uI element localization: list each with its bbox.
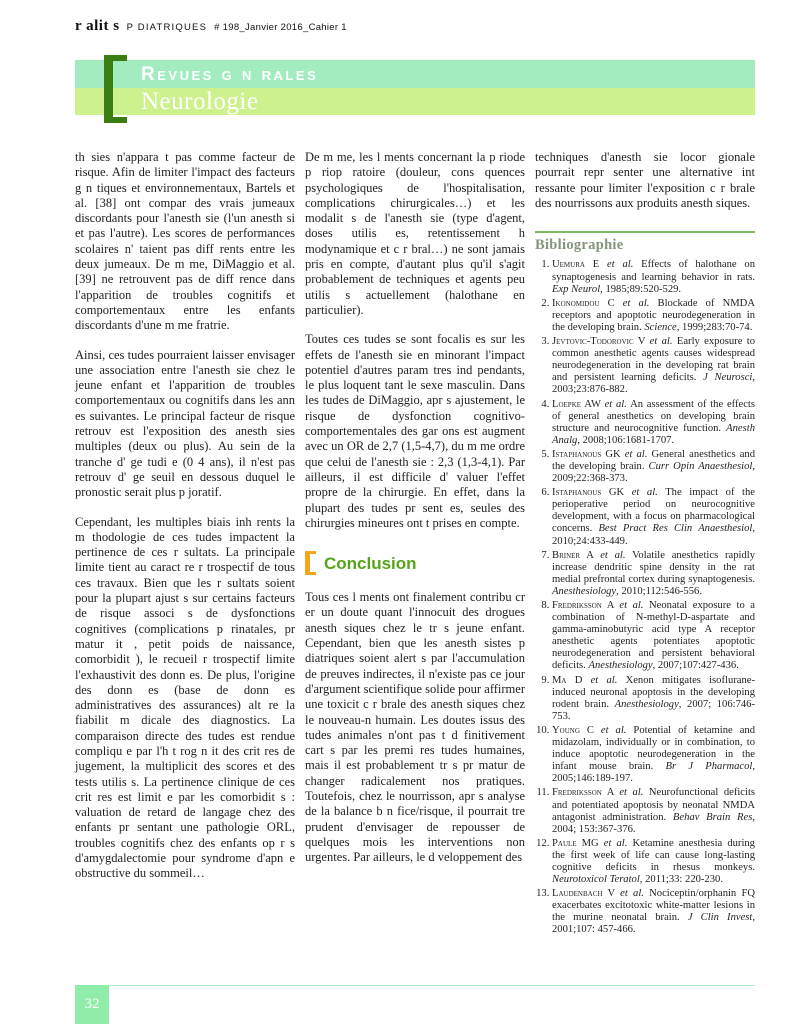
reference-item: 5. Istaphanous GK et al. General anesthetics and the developing brain. Curr Opin Anaesthesiol, 2009;22:368-373. xyxy=(552,449,755,485)
reference-item: 12. Paule MG et al. Ketamine anesthesia during the first week of life can cause long-lasting cognitive deficits in rhesus monkeys. Neurotoxicol Teratol, 2011;33: 220-230. xyxy=(552,838,755,886)
reference-item: 8. Fredriksson A et al. Neonatal exposure to a combination of N-methyl-D-aspartate and gamma-aminobutyric acid type A receptor anesthetic agents potentiates apoptotic neurodegeneration and persistent behavioral deficits. Anesthesiology, 2007;107:427-436. xyxy=(552,600,755,673)
reference-item: 10. Young C et al. Potential of ketamine and midazolam, individually or in combination, to induce apoptotic neurodegeneration in the infant mouse brain. Br J Pharmacol, 2005;146:189-197. xyxy=(552,725,755,785)
conclusion-heading xyxy=(305,551,525,575)
paragraph: techniques d'anesth sie locor gionale pourrait repr senter une alternative int ressante pour limiter l'exposition c r brale des nourrissons aux produits anesth siques. xyxy=(535,150,755,210)
paragraph: Ainsi, ces tudes pourraient laisser envisager une association entre l'anesth sie chez le jeune enfant et l'apparition de troubles comportementaux ou cognitifs dans les ann es suivantes. Le principal facteur de risque retrouv est l'exposition des anesth sies multiples (deux ou plus). Au sein de la tranche d' ge tudi e (0 4 ans), il n'est pas retrouv d' ge seuil en dessous duquel le pronostic serait plus p joratif. xyxy=(75,347,295,500)
footer-rule xyxy=(75,985,755,986)
rubric-title: Revues g n rales xyxy=(141,63,319,85)
banner-kicker-band xyxy=(75,60,755,88)
column-3 xyxy=(535,150,755,939)
reference-item: 2. Ikonomidou C et al. Blockade of NMDA receptors and apoptotic neurodegeneration in the developing brain. Science, 1999;283:70-74. xyxy=(552,298,755,334)
paragraph: th sies n'appara t pas comme facteur de risque. Afin de limiter l'impact des facteurs g n tiques et environnementaux, Bartels et al. [38] ont compar des vrais jumeaux discordants pour l'anesth sie (l'un anesth si et pas l'autre). Les scores de performances scolaires n' taient pas diff rents entre les deux jumeaux. De m me, DiMaggio et al. [39] ne retrouvent pas de diff rence dans l'apparition de troubles cognitifs et comportementaux entre les enfants discordants d'une m me fratrie. xyxy=(75,150,295,333)
reference-item: 13. Laudenbach V et al. Nociceptin/orphanin FQ exacerbates excitotoxic white-matter lesions in the murine neonatal brain. J Clin Invest, 2001;107: 457-466. xyxy=(552,888,755,936)
column-2-top xyxy=(305,150,525,531)
issue-info: # 198_Janvier 2016_Cahier 1 xyxy=(214,22,347,33)
bibliography-section xyxy=(535,231,755,936)
article-body xyxy=(75,150,755,939)
reference-item: 3. Jevtovic-Todorovic V et al. Early exposure to common anesthetic agents causes widespread neurodegeneration in the developing rat brain and persistent learning deficits. J Neurosci, 2003;23:876-882. xyxy=(552,336,755,396)
masthead xyxy=(75,18,347,35)
reference-item: 6. Istaphanous GK et al. The impact of the perioperative period on neurocognitive development, with a focus on pharmacological concerns. Best Pract Res Clin Anaesthesiol, 2010;24:433-449. xyxy=(552,487,755,547)
column-2 xyxy=(305,150,525,939)
column-3-top xyxy=(535,150,755,211)
banner-section-band xyxy=(75,88,755,115)
conclusion-text xyxy=(305,590,525,865)
reference-list xyxy=(535,259,755,936)
conclusion-bracket-icon xyxy=(305,551,316,575)
reference-item: 9. Ma D et al. Xenon mitigates isoflurane-induced neuronal apoptosis in the developing rodent brain. Anesthesiology, 2007; 106:746-753. xyxy=(552,675,755,723)
paragraph: Toutes ces tudes se sont focalis es sur les effets de l'anesth sie en minorant l'impact potentiel d'autres param tres ind pendants, le plus loquent tant le sexe masculin. Dans les tudes de DiMaggio, apr s ajustement, le risque de dysfonction cognitivo-comportementales des gar ons est augment avec un OR de 2,7 (1,5-4,7), du m me ordre que celui de l'anesth sie : 2,3 (1,3-4,1). Par ailleurs, il est difficile d' valuer l'effet propre de la chirurgie. En effet, dans la plupart des tudes pr sent es, seules des chirurgies mineures ont t prises en compte. xyxy=(305,332,525,530)
reference-item: 1. Uemura E et al. Effects of halothane on synaptogenesis and learning behavior in rats. Exp Neurol, 1985;89:520-529. xyxy=(552,259,755,295)
bibliography-title: Bibliographie xyxy=(535,237,624,254)
reference-item: 4. Loepke AW et al. An assessment of the effects of general anesthetics on developing brain structure and neurocognitive function. Anesth Analg, 2008;106:1681-1707. xyxy=(552,399,755,447)
brand-suffix: P DIATRIQUES xyxy=(126,22,208,33)
section-banner xyxy=(75,60,755,115)
reference-item: 7. Briner A et al. Volatile anesthetics rapidly increase dendritic spine density in the rat medial prefrontal cortex during synaptogenesis. Anesthesiology, 2010;112:546-556. xyxy=(552,550,755,598)
conclusion-title: Conclusion xyxy=(324,553,417,573)
paragraph: Cependant, les multiples biais inh rents la m thodologie de ces tudes impactent la pertinence de ces r sultats. La principale limite tient au caract re r trospectif de tous ces travaux. Bien que les r sultats soient pour la plupart ajust s sur certains facteurs de risque associ s de dysfonctions cognitives (complications p rinatales, pr matur it , petit poids de naissance, comorbidit ), le recueil r trospectif limite l'exhaustivit des donn es. De plus, l'origine des donn es (base de donn es administratives des assurances) alt re la fiabilit m dicale des diagnostics. La comparaison directe des tudes est rendue compliqu e par l'h t rog n it des crit res de jugement, la multiplicit des scores et des tests utilis s. La pertinence clinique de ces crit res est limit e par les comorbidit s : valuation de retard de langage chez des enfants pr sentant une pathologie ORL, troubles cognitifs chez des enfants op r s d'amygdalectomie pour syndrome d'apn e obstructive du sommeil… xyxy=(75,514,295,881)
page-number: 32 xyxy=(75,985,109,1024)
paragraph: Tous ces l ments ont finalement contribu cr er un doute quant l'innocuit des drogues anesth siques chez le tr s jeune enfant. Cependant, bien que les anesth sistes p diatriques soient alert s par l'accumulation de preuves indirectes, il n'existe pas ce jour d'argument scientifique solide pour affirmer une toxicit c r brale des anesth siques chez le nouveau-n humain. Les doutes issus des tudes animales n'ont pas t d finitivement cart s par les premi res tudes humaines, mais il est probablement tr s pr matur de changer radicalement nos pratiques. Toutefois, chez le nourrisson, apr s analyse de la balance b n fice/risque, il pourrait tre prudent d'envisager de repousser de quelques mois les interventions non urgentes. Par ailleurs, le d veloppement des xyxy=(305,590,525,865)
reference-item: 11. Fredriksson A et al. Neurofunctional deficits and potentiated apoptosis by neonatal NMDA antagonist administration. Behav Brain Res, 2004; 153:367-376. xyxy=(552,787,755,835)
column-1 xyxy=(75,150,295,939)
section-title: Neurologie xyxy=(141,88,259,115)
paragraph: De m me, les l ments concernant la p riode p riop ratoire (douleur, cons quences psychologiques de l'hospitalisation, complications chirurgicales…) et les modalit s de l'anesth sie (type d'agent, doses utilis es, retentissement h modynamique et c r bral…) ne sont jamais pris en compte, d'autant plus qu'il s'agit probablement de techniques et agents peu utilis s actuellement (halothane en particulier). xyxy=(305,150,525,317)
banner-bracket-icon xyxy=(104,55,127,123)
brand-logo: r alit s xyxy=(75,18,120,34)
